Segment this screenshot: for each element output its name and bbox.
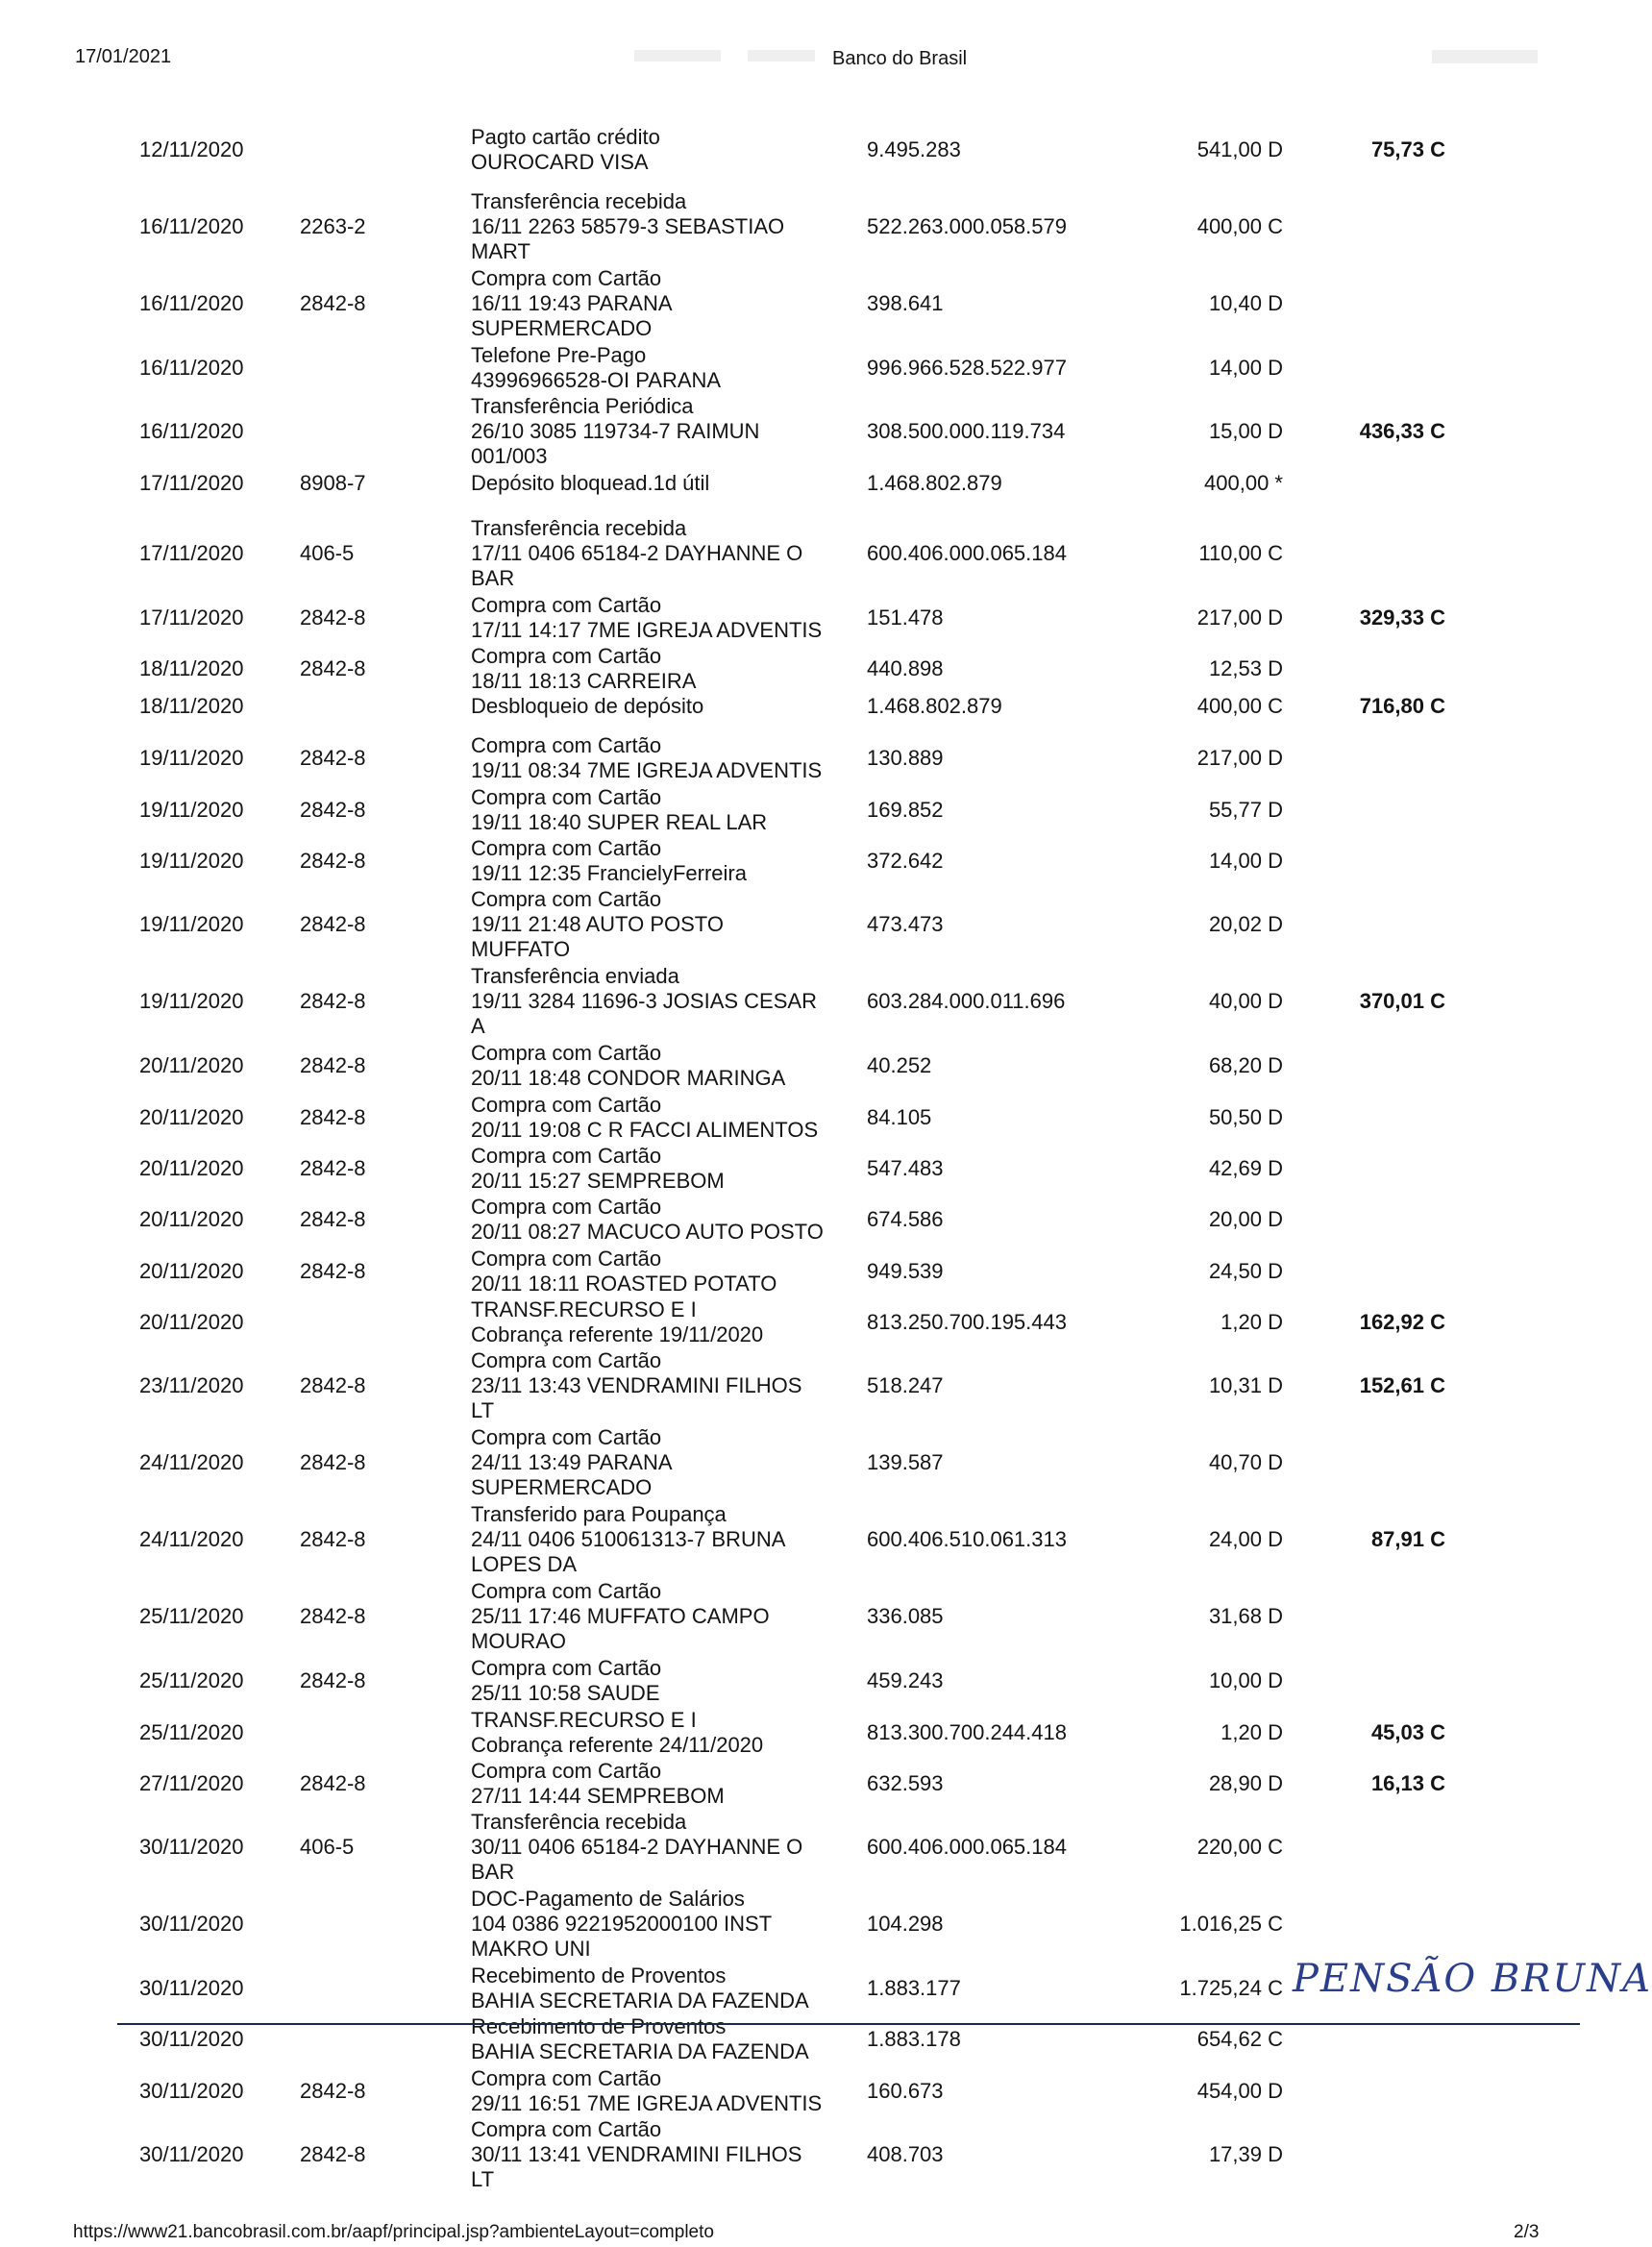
row-description <box>471 1656 875 1706</box>
row-description-line: Compra com Cartão <box>471 1195 662 1219</box>
row-description-line: A <box>471 1014 485 1038</box>
row-document: 632.593 <box>867 1771 944 1795</box>
row-date: 16/11/2020 <box>139 419 244 443</box>
row-agency: 2842-8 <box>300 1053 366 1077</box>
row-description-line: 18/11 18:13 CARREIRA <box>471 669 697 693</box>
row-description-line: 16/11 2263 58579-3 SEBASTIAO <box>471 214 785 238</box>
row-description-line: Transferência enviada <box>471 964 679 988</box>
row-description <box>471 1247 875 1296</box>
row-value: 10,31 D <box>1208 1373 1283 1397</box>
row-description <box>471 189 875 264</box>
row-description <box>471 887 875 962</box>
row-date: 25/11/2020 <box>139 1604 244 1628</box>
row-date: 19/11/2020 <box>139 798 244 822</box>
row-description <box>471 1708 875 1758</box>
row-description-line: 25/11 17:46 MUFFATO CAMPO <box>471 1604 770 1628</box>
row-balance: 16,13 C <box>1370 1771 1445 1795</box>
row-agency: 2842-8 <box>300 849 366 873</box>
row-description-line: Compra com Cartão <box>471 887 662 911</box>
row-description-line: 104 0386 9221952000100 INST <box>471 1912 773 1936</box>
row-value: 1.725,24 C <box>1179 1976 1283 2000</box>
row-description-line: 24/11 13:49 PARANA <box>471 1450 673 1474</box>
row-value: 55,77 D <box>1208 798 1283 822</box>
row-description-line: Compra com Cartão <box>471 266 662 290</box>
row-description-line: Compra com Cartão <box>471 1247 662 1271</box>
row-description <box>471 644 875 694</box>
row-description-line: Cobrança referente 19/11/2020 <box>471 1322 764 1346</box>
row-agency: 2842-8 <box>300 656 366 680</box>
row-description-line: Compra com Cartão <box>471 836 662 860</box>
page-number: 2/3 <box>1514 2222 1540 2242</box>
row-description-line: 001/003 <box>471 444 548 468</box>
row-date: 25/11/2020 <box>139 1668 244 1692</box>
row-date: 19/11/2020 <box>139 849 244 873</box>
row-value: 68,20 D <box>1208 1053 1283 1077</box>
row-date: 20/11/2020 <box>139 1207 244 1231</box>
row-date: 19/11/2020 <box>139 989 244 1013</box>
row-balance: 75,73 C <box>1370 137 1445 161</box>
row-date: 16/11/2020 <box>139 214 244 238</box>
row-date: 30/11/2020 <box>139 1912 244 1936</box>
row-description-line: 23/11 13:43 VENDRAMINI FILHOS <box>471 1373 802 1397</box>
row-value: 14,00 D <box>1208 356 1283 380</box>
row-date: 17/11/2020 <box>139 605 244 630</box>
row-document: 522.263.000.058.579 <box>867 214 1067 238</box>
row-agency: 406-5 <box>300 1835 355 1859</box>
row-document: 40.252 <box>867 1053 932 1077</box>
row-date: 20/11/2020 <box>139 1259 244 1283</box>
row-description <box>471 1425 875 1500</box>
row-agency: 2842-8 <box>300 989 366 1013</box>
row-value: 24,00 D <box>1208 1527 1283 1551</box>
row-description <box>471 1195 875 1245</box>
row-agency: 406-5 <box>300 541 355 565</box>
row-date: 12/11/2020 <box>139 137 244 161</box>
row-description <box>471 1297 875 1347</box>
row-description <box>471 1041 875 1091</box>
row-document: 169.852 <box>867 798 944 822</box>
row-description-line: DOC-Pagamento de Salários <box>471 1887 745 1911</box>
row-description <box>471 2066 875 2116</box>
row-agency: 2842-8 <box>300 1105 366 1129</box>
row-description-line: Cobrança referente 24/11/2020 <box>471 1733 764 1757</box>
row-description-line: 16/11 19:43 PARANA <box>471 291 673 315</box>
row-description-line: Compra com Cartão <box>471 1425 662 1449</box>
row-description-line: Pagto cartão crédito <box>471 125 660 149</box>
row-agency: 2842-8 <box>300 1771 366 1795</box>
row-description <box>471 1093 875 1143</box>
row-description-line: 30/11 13:41 VENDRAMINI FILHOS <box>471 2142 802 2166</box>
row-document: 104.298 <box>867 1912 944 1936</box>
row-description-line: SUPERMERCADO <box>471 1475 653 1499</box>
handwritten-annotation: PENSÃO BRUNA <box>1293 1957 1652 2001</box>
row-description-line: Transferido para Poupança <box>471 1502 727 1526</box>
row-date: 24/11/2020 <box>139 1527 244 1551</box>
row-value: 12,53 D <box>1208 656 1283 680</box>
row-document: 518.247 <box>867 1373 944 1397</box>
row-date: 27/11/2020 <box>139 1771 244 1795</box>
row-description <box>471 593 875 643</box>
row-description-line: 20/11 19:08 C R FACCI ALIMENTOS <box>471 1118 819 1142</box>
row-value: 400,00 * <box>1204 471 1283 495</box>
row-document: 473.473 <box>867 912 944 936</box>
row-value: 400,00 C <box>1196 694 1283 718</box>
row-description-line: Compra com Cartão <box>471 1041 662 1065</box>
row-description-line: Compra com Cartão <box>471 1759 662 1783</box>
footer-url: https://www21.bancobrasil.com.br/aapf/principal.jsp?ambienteLayout=completo <box>73 2222 714 2242</box>
hand-drawn-divider <box>117 2023 1580 2025</box>
row-balance: 45,03 C <box>1370 1720 1445 1744</box>
row-document: 813.250.700.195.443 <box>867 1310 1067 1334</box>
row-description <box>471 471 875 496</box>
row-description-line: Telefone Pre-Pago <box>471 343 647 367</box>
row-description-line: TRANSF.RECURSO E I <box>471 1708 697 1732</box>
row-description-line: 27/11 14:44 SEMPREBOM <box>471 1784 725 1808</box>
row-description-line: 19/11 18:40 SUPER REAL LAR <box>471 810 768 834</box>
row-description-line: 20/11 15:27 SEMPREBOM <box>471 1169 725 1193</box>
row-description-line: Transferência recebida <box>471 1810 687 1834</box>
show-through-mark <box>1432 50 1538 63</box>
row-agency: 2842-8 <box>300 1527 366 1551</box>
row-description-line: Desbloqueio de depósito <box>471 694 704 718</box>
row-value: 541,00 D <box>1196 137 1283 161</box>
row-value: 40,70 D <box>1208 1450 1283 1474</box>
row-description-line: Compra com Cartão <box>471 1579 662 1603</box>
row-document: 84.105 <box>867 1105 932 1129</box>
row-description-line: BAR <box>471 566 515 590</box>
row-document: 130.889 <box>867 746 944 770</box>
row-agency: 2842-8 <box>300 605 366 630</box>
row-description <box>471 1144 875 1194</box>
row-balance: 436,33 C <box>1359 419 1445 443</box>
row-description <box>471 1502 875 1577</box>
row-date: 20/11/2020 <box>139 1053 244 1077</box>
row-document: 151.478 <box>867 605 944 630</box>
row-agency: 2842-8 <box>300 1604 366 1628</box>
row-description <box>471 964 875 1039</box>
row-value: 400,00 C <box>1196 214 1283 238</box>
row-date: 20/11/2020 <box>139 1105 244 1129</box>
row-date: 16/11/2020 <box>139 356 244 380</box>
row-agency: 8908-7 <box>300 471 366 495</box>
row-description <box>471 694 875 719</box>
row-value: 654,62 C <box>1196 2027 1283 2051</box>
row-description-line: Transferência Periódica <box>471 394 694 418</box>
row-description <box>471 343 875 393</box>
row-description-line: 20/11 18:11 ROASTED POTATO <box>471 1272 777 1296</box>
row-description-line: BAHIA SECRETARIA DA FAZENDA <box>471 2039 809 2063</box>
row-description-line: 17/11 14:17 7ME IGREJA ADVENTIS <box>471 618 823 642</box>
row-description <box>471 1579 875 1654</box>
row-description-line: Compra com Cartão <box>471 785 662 809</box>
row-value: 217,00 D <box>1196 605 1283 630</box>
row-agency: 2842-8 <box>300 1373 366 1397</box>
row-value: 454,00 D <box>1196 2079 1283 2103</box>
row-date: 30/11/2020 <box>139 2142 244 2166</box>
row-document: 408.703 <box>867 2142 944 2166</box>
row-agency: 2263-2 <box>300 214 366 238</box>
row-document: 674.586 <box>867 1207 944 1231</box>
row-description-line: 29/11 16:51 7ME IGREJA ADVENTIS <box>471 2091 823 2115</box>
row-balance: 329,33 C <box>1359 605 1445 630</box>
row-description-line: Compra com Cartão <box>471 1144 662 1168</box>
row-description-line: SUPERMERCADO <box>471 316 653 340</box>
row-date: 19/11/2020 <box>139 912 244 936</box>
row-value: 220,00 C <box>1196 1835 1283 1859</box>
row-date: 20/11/2020 <box>139 1310 244 1334</box>
row-description-line: Compra com Cartão <box>471 1348 662 1372</box>
row-description-line: 25/11 10:58 SAUDE <box>471 1681 660 1705</box>
row-value: 28,90 D <box>1208 1771 1283 1795</box>
row-date: 18/11/2020 <box>139 656 244 680</box>
row-balance: 370,01 C <box>1359 989 1445 1013</box>
row-document: 600.406.510.061.313 <box>867 1527 1067 1551</box>
row-date: 25/11/2020 <box>139 1720 244 1744</box>
row-description-line: 30/11 0406 65184-2 DAYHANNE O <box>471 1835 803 1859</box>
row-description <box>471 785 875 835</box>
row-value: 1,20 D <box>1221 1310 1283 1334</box>
row-description-line: MART <box>471 239 530 263</box>
row-description-line: TRANSF.RECURSO E I <box>471 1297 697 1321</box>
row-document: 1.883.178 <box>867 2027 961 2051</box>
row-description-line: Recebimento de Proventos <box>471 1963 727 1988</box>
row-value: 14,00 D <box>1208 849 1283 873</box>
row-description-line: 19/11 08:34 7ME IGREJA ADVENTIS <box>471 758 823 782</box>
show-through-mark <box>748 50 815 62</box>
row-value: 10,40 D <box>1208 291 1283 315</box>
row-description-line: 26/10 3085 119734-7 RAIMUN <box>471 419 760 443</box>
row-description <box>471 1810 875 1885</box>
row-date: 16/11/2020 <box>139 291 244 315</box>
row-agency: 2842-8 <box>300 2142 366 2166</box>
row-date: 19/11/2020 <box>139 746 244 770</box>
row-value: 40,00 D <box>1208 989 1283 1013</box>
row-balance: 87,91 C <box>1370 1527 1445 1551</box>
row-description-line: 20/11 18:48 CONDOR MARINGA <box>471 1066 786 1090</box>
row-value: 1.016,25 C <box>1179 1912 1283 1936</box>
row-value: 110,00 C <box>1198 541 1283 565</box>
print-date: 17/01/2021 <box>75 46 172 67</box>
row-description-line: Compra com Cartão <box>471 1656 662 1680</box>
row-value: 17,39 D <box>1208 2142 1283 2166</box>
row-date: 18/11/2020 <box>139 694 244 718</box>
row-document: 160.673 <box>867 2079 944 2103</box>
row-document: 372.642 <box>867 849 944 873</box>
row-document: 459.243 <box>867 1668 944 1692</box>
page-title: Banco do Brasil <box>832 48 968 69</box>
row-date: 23/11/2020 <box>139 1373 244 1397</box>
row-document: 139.587 <box>867 1450 944 1474</box>
row-value: 217,00 D <box>1196 746 1283 770</box>
row-date: 30/11/2020 <box>139 1835 244 1859</box>
row-date: 17/11/2020 <box>139 541 244 565</box>
row-description-line: Transferência recebida <box>471 516 687 540</box>
row-document: 603.284.000.011.696 <box>867 989 1066 1013</box>
row-value: 15,00 D <box>1208 419 1283 443</box>
row-value: 31,68 D <box>1208 1604 1283 1628</box>
row-value: 50,50 D <box>1208 1105 1283 1129</box>
row-date: 17/11/2020 <box>139 471 244 495</box>
row-description-line: LOPES DA <box>471 1552 578 1576</box>
row-agency: 2842-8 <box>300 746 366 770</box>
row-description-line: Compra com Cartão <box>471 2117 662 2141</box>
row-description-line: OUROCARD VISA <box>471 150 649 174</box>
row-description-line: 19/11 12:35 FrancielyFerreira <box>471 861 747 885</box>
row-value: 20,00 D <box>1208 1207 1283 1231</box>
row-description-line: 24/11 0406 510061313-7 BRUNA <box>471 1527 786 1551</box>
row-description-line: Compra com Cartão <box>471 644 662 668</box>
row-description <box>471 1759 875 1809</box>
row-date: 30/11/2020 <box>139 2027 244 2051</box>
row-description <box>471 2117 875 2192</box>
row-agency: 2842-8 <box>300 1156 366 1180</box>
row-description-line: 20/11 08:27 MACUCO AUTO POSTO <box>471 1220 824 1244</box>
row-document: 440.898 <box>867 656 944 680</box>
row-document: 1.468.802.879 <box>867 471 1002 495</box>
row-value: 1,20 D <box>1221 1720 1283 1744</box>
row-description-line: MOURAO <box>471 1629 566 1653</box>
row-date: 20/11/2020 <box>139 1156 244 1180</box>
row-document: 600.406.000.065.184 <box>867 1835 1067 1859</box>
row-description <box>471 2014 875 2064</box>
row-balance: 716,80 C <box>1359 694 1445 718</box>
row-description-line: Depósito bloquead.1d útil <box>471 471 710 495</box>
row-description <box>471 836 875 886</box>
row-description <box>471 125 875 175</box>
row-document: 813.300.700.244.418 <box>867 1720 1067 1744</box>
show-through-mark <box>634 50 721 62</box>
row-agency: 2842-8 <box>300 2079 366 2103</box>
row-date: 30/11/2020 <box>139 2079 244 2103</box>
row-description <box>471 1348 875 1423</box>
row-description-line: MUFFATO <box>471 937 571 961</box>
row-description-line: 19/11 21:48 AUTO POSTO <box>471 912 724 936</box>
row-document: 308.500.000.119.734 <box>867 419 1066 443</box>
row-description-line: 19/11 3284 11696-3 JOSIAS CESAR <box>471 989 817 1013</box>
row-agency: 2842-8 <box>300 1668 366 1692</box>
row-description <box>471 394 875 469</box>
row-agency: 2842-8 <box>300 798 366 822</box>
row-date: 24/11/2020 <box>139 1450 244 1474</box>
row-description-line: Transferência recebida <box>471 189 687 213</box>
row-description <box>471 1887 875 1962</box>
row-document: 600.406.000.065.184 <box>867 541 1067 565</box>
row-description-line: Compra com Cartão <box>471 2066 662 2090</box>
row-value: 24,50 D <box>1208 1259 1283 1283</box>
row-document: 1.468.802.879 <box>867 694 1002 718</box>
row-document: 996.966.528.522.977 <box>867 356 1067 380</box>
row-agency: 2842-8 <box>300 912 366 936</box>
row-agency: 2842-8 <box>300 1207 366 1231</box>
row-date: 30/11/2020 <box>139 1976 244 2000</box>
row-description-line: MAKRO UNI <box>471 1937 591 1961</box>
row-document: 949.539 <box>867 1259 944 1283</box>
row-balance: 162,92 C <box>1359 1310 1445 1334</box>
row-description-line: Compra com Cartão <box>471 593 662 617</box>
row-description-line: LT <box>471 1398 495 1422</box>
row-value: 20,02 D <box>1208 912 1283 936</box>
row-description <box>471 516 875 591</box>
row-document: 336.085 <box>867 1604 944 1628</box>
row-description-line: Compra com Cartão <box>471 733 662 757</box>
row-value: 10,00 D <box>1208 1668 1283 1692</box>
row-value: 42,69 D <box>1208 1156 1283 1180</box>
row-description <box>471 733 875 783</box>
row-description-line: 43996966528-OI PARANA <box>471 368 722 392</box>
row-agency: 2842-8 <box>300 1450 366 1474</box>
row-description <box>471 1963 875 2013</box>
row-document: 547.483 <box>867 1156 944 1180</box>
row-balance: 152,61 C <box>1359 1373 1445 1397</box>
row-description-line: 17/11 0406 65184-2 DAYHANNE O <box>471 541 803 565</box>
row-agency: 2842-8 <box>300 291 366 315</box>
row-description-line: BAR <box>471 1860 515 1884</box>
row-description-line: BAHIA SECRETARIA DA FAZENDA <box>471 1988 809 2012</box>
row-description <box>471 266 875 341</box>
row-description-line: Recebimento de Proventos <box>471 2014 727 2038</box>
row-document: 1.883.177 <box>867 1976 961 2000</box>
row-document: 9.495.283 <box>867 137 961 161</box>
row-description-line: Compra com Cartão <box>471 1093 662 1117</box>
row-agency: 2842-8 <box>300 1259 366 1283</box>
row-description-line: LT <box>471 2167 495 2191</box>
row-document: 398.641 <box>867 291 944 315</box>
